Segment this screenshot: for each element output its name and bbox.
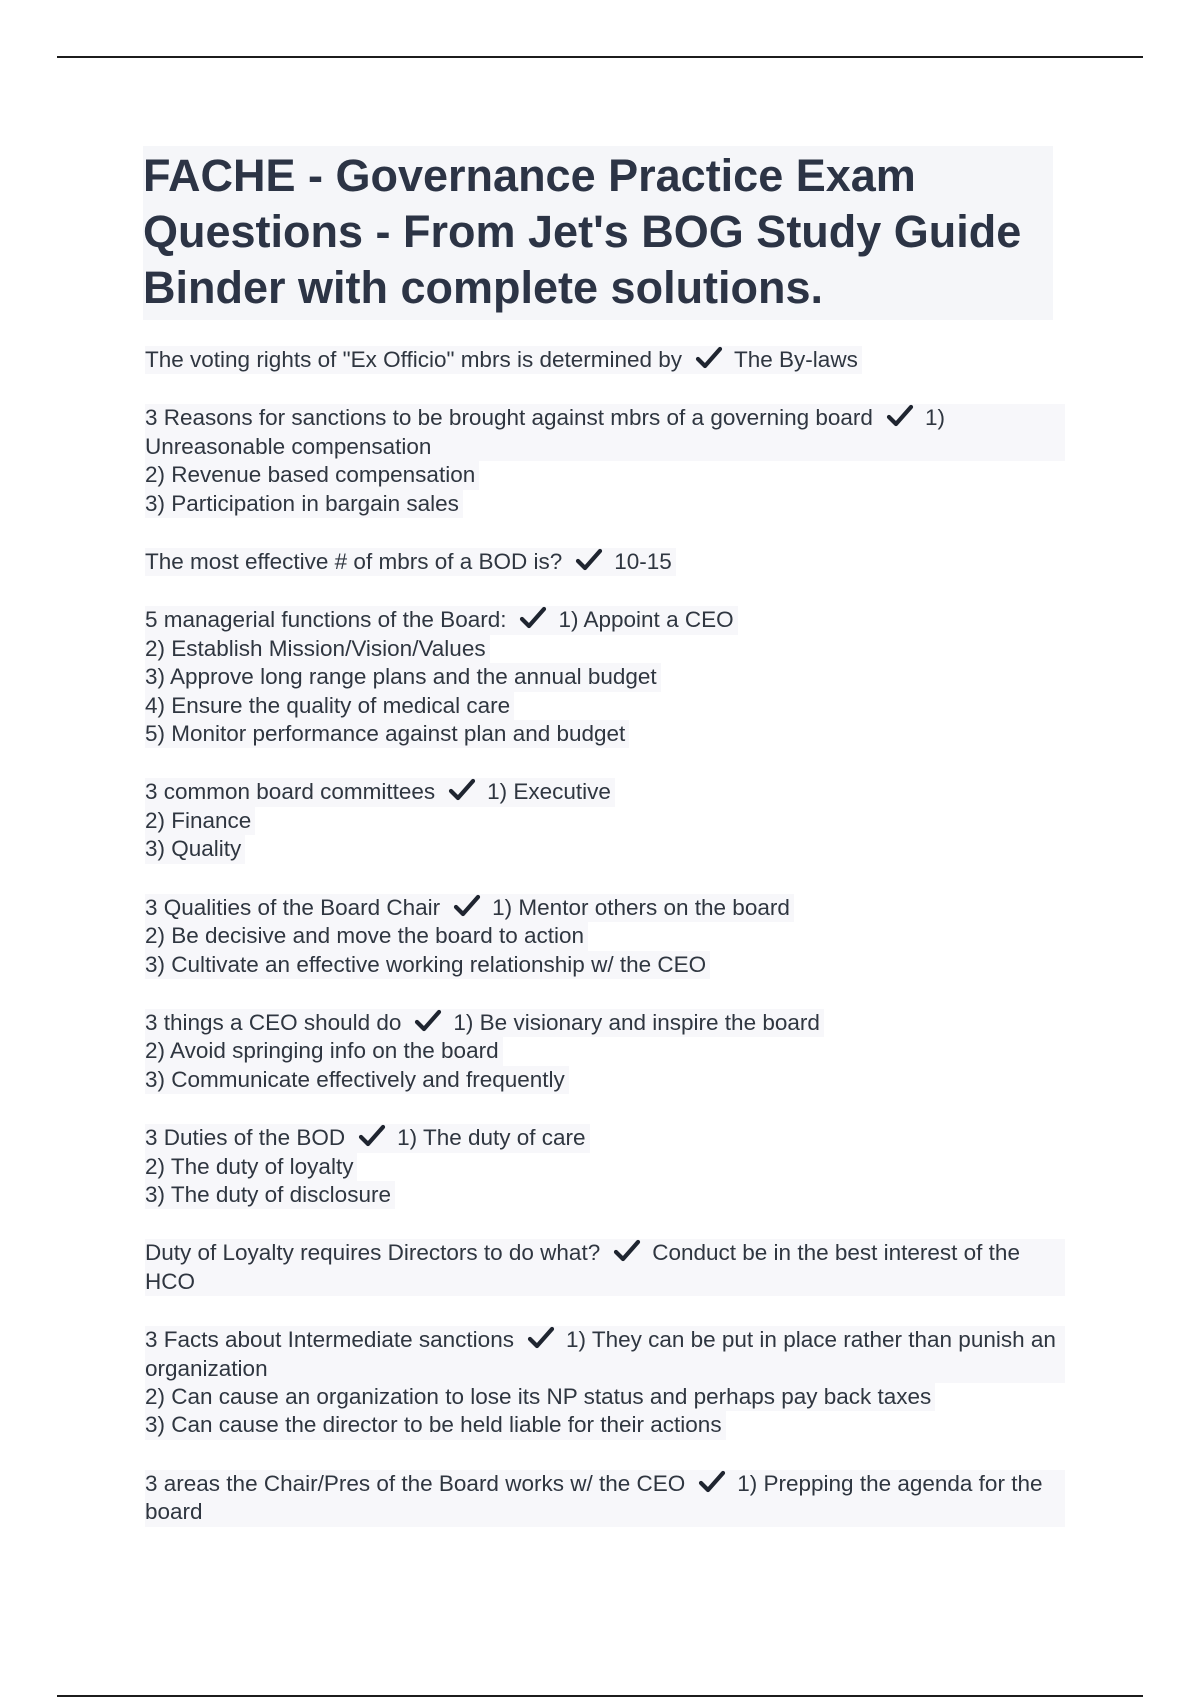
qa-first-line: [145, 1326, 1065, 1383]
answer-line: 5) Monitor performance against plan and budget: [145, 720, 629, 748]
checkmark-icon: [883, 404, 917, 428]
checkmark-icon: [411, 1009, 445, 1033]
answer-line: 2) Finance: [145, 807, 255, 835]
answer-line: 2) Establish Mission/Vision/Values: [145, 635, 490, 663]
checkmark-icon: [445, 778, 479, 802]
qa-first-line: [145, 1239, 1065, 1296]
answer-text: 1) Mentor others on the board: [492, 894, 790, 920]
checkmark-icon: [524, 1326, 558, 1350]
qa-item: [145, 1470, 1065, 1527]
qa-item: [145, 404, 1065, 518]
qa-first-line: [145, 346, 862, 374]
answer-line: 3) The duty of disclosure: [145, 1181, 395, 1209]
question-text: 5 managerial functions of the Board:: [145, 607, 507, 633]
qa-item: [145, 548, 1065, 576]
qa-item: [145, 894, 1065, 979]
qa-first-line: [145, 778, 615, 806]
question-text: Duty of Loyalty requires Directors to do what?: [145, 1240, 601, 1266]
answer-text: 1) They can be put in place rather than punish an organization: [145, 1327, 1063, 1381]
qa-item: [145, 1239, 1065, 1296]
question-text: The most effective # of mbrs of a BOD is?: [145, 549, 563, 575]
qa-item: [145, 778, 1065, 863]
qa-item: [145, 346, 1065, 374]
answer-text: 1) The duty of care: [397, 1125, 586, 1151]
footer-rule: [57, 1695, 1143, 1697]
answer-line: 2) Can cause an organization to lose its NP status and perhaps pay back taxes: [145, 1383, 935, 1411]
qa-item: [145, 1124, 1065, 1209]
qa-item: [145, 1326, 1065, 1440]
question-text: The voting rights of "Ex Officio" mbrs is determined by: [145, 347, 683, 372]
answer-text: Conduct be in the best interest of the HCO: [145, 1240, 1027, 1294]
answer-line: 2) Avoid springing info on the board: [145, 1037, 503, 1065]
qa-first-line: [145, 606, 738, 634]
answer-text: The By-laws: [734, 347, 858, 372]
answer-line: 3) Participation in bargain sales: [145, 490, 463, 518]
qa-first-line: [145, 548, 676, 576]
answer-text: 10-15: [614, 549, 672, 575]
qa-list: [145, 346, 1065, 1527]
document-body: [145, 146, 1065, 1557]
qa-first-line: [145, 404, 1065, 461]
checkmark-icon: [355, 1124, 389, 1148]
qa-first-line: [145, 1009, 824, 1037]
answer-line: 2) Be decisive and move the board to action: [145, 922, 588, 950]
header-rule: [57, 56, 1143, 58]
question-text: 3 Qualities of the Board Chair: [145, 894, 441, 920]
answer-text: 1) Appoint a CEO: [558, 607, 734, 633]
question-text: 3 areas the Chair/Pres of the Board works w/ the CEO: [145, 1470, 686, 1496]
question-text: 3 Facts about Intermediate sanctions: [145, 1327, 514, 1353]
question-text: 3 Duties of the BOD: [145, 1125, 346, 1151]
checkmark-icon: [450, 894, 484, 918]
checkmark-icon: [692, 346, 726, 370]
qa-first-line: [145, 1470, 1065, 1527]
checkmark-icon: [516, 606, 550, 630]
qa-item: [145, 1009, 1065, 1094]
checkmark-icon: [572, 548, 606, 572]
checkmark-icon: [695, 1470, 729, 1494]
checkmark-icon: [610, 1239, 644, 1263]
qa-item: [145, 606, 1065, 748]
qa-first-line: [145, 894, 794, 922]
answer-line: 2) Revenue based compensation: [145, 461, 479, 489]
question-text: 3 things a CEO should do: [145, 1009, 402, 1035]
answer-line: 3) Can cause the director to be held liable for their actions: [145, 1411, 726, 1439]
page-title: FACHE - Governance Practice Exam Questions - From Jet's BOG Study Guide Binder with complete solutions.: [143, 146, 1053, 320]
answer-text: 1) Prepping the agenda for the board: [145, 1470, 1049, 1525]
qa-first-line: [145, 1124, 590, 1152]
answer-line: 3) Communicate effectively and frequently: [145, 1066, 569, 1094]
answer-line: 3) Cultivate an effective working relationship w/ the CEO: [145, 951, 710, 979]
answer-text: 1) Be visionary and inspire the board: [453, 1009, 820, 1035]
answer-line: 2) The duty of loyalty: [145, 1153, 357, 1181]
answer-text: 1) Executive: [487, 779, 611, 805]
answer-line: 3) Quality: [145, 835, 245, 863]
answer-line: 3) Approve long range plans and the annual budget: [145, 663, 661, 691]
question-text: 3 common board committees: [145, 779, 436, 805]
question-text: 3 Reasons for sanctions to be brought against mbrs of a governing board: [145, 405, 873, 431]
answer-text: 1) Unreasonable compensation: [145, 405, 952, 459]
answer-line: 4) Ensure the quality of medical care: [145, 692, 514, 720]
